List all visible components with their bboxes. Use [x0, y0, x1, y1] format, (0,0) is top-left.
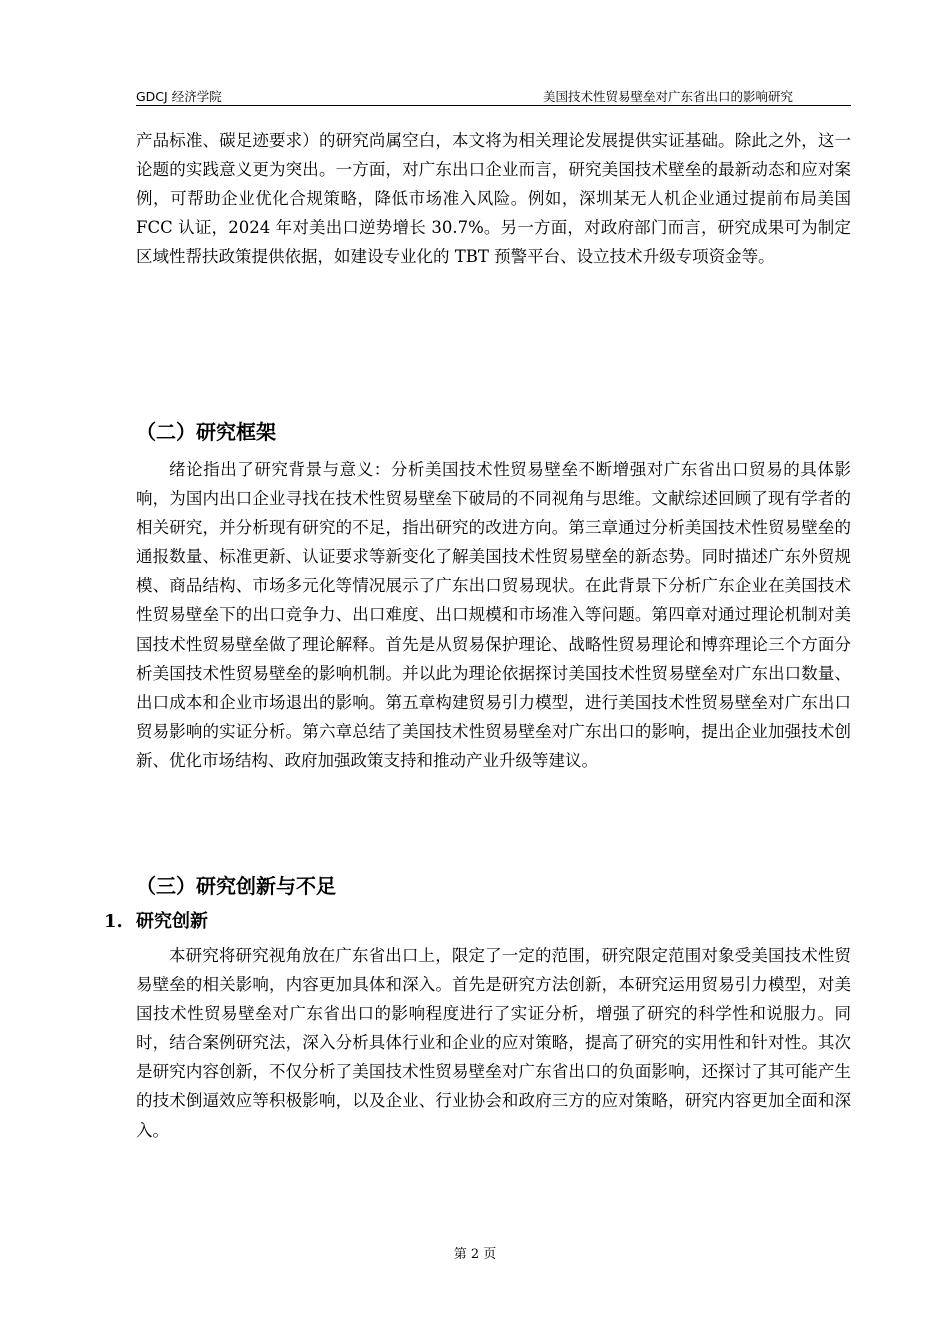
page-number: 第 2 页 [453, 1247, 497, 1262]
header-title: 美国技术性贸易壁垒对广东省出口的影响研究 [542, 89, 793, 104]
subsection-title: 研究创新 [136, 911, 208, 932]
innovation-paragraph: 本研究将研究视角放在广东省出口上，限定了一定的范围，研究限定范围对象受美国技术性贸易壁垒的相关影响，内容更加具体和深入。首先是研究方法创新，本研究运用贸易引力模型，对美国技术性贸易壁垒对广东省出口的影响程度进行了实证分析，增强了研究的科学性和说服力。同时，结合案例研究法，深入分析具体行业和企业的应对策略，提高了研究的实用性和针对性。其次是研究内容创新，不仅分析了美国技术性贸易壁垒对广东省出口的负面影响，还探讨了其可能产生的技术倒逼效应等积极影响，以及企业、行业协会和政府三方的应对策略，研究内容更加全面和深入。 [136, 946, 851, 1140]
header-institution: GDCJ 经济学院 [136, 89, 222, 104]
page-header [136, 88, 851, 106]
framework-paragraph: 绪论指出了研究背景与意义：分析美国技术性贸易壁垒不断增强对广东省出口贸易的具体影响，为国内出口企业寻找在技术性贸易壁垒下破局的不同视角与思维。文献综述回顾了现有学者的相关研究，并分析现有研究的不足，指出研究的改进方向。第三章通过分析美国技术性贸易壁垒的通报数量、标准更新、认证要求等新变化了解美国技术性贸易壁垒的新态势。同时描述广东外贸规模、商品结构、市场多元化等情况展示了广东出口贸易现状。在此背景下分析广东企业在美国技术性贸易壁垒下的出口竞争力、出口难度、出口规模和市场准入等问题。第四章对通过理论机制对美国技术性贸易壁垒做了理论解释。首先是从贸易保护理论、战略性贸易理论和博弈理论三个方面分析美国技术性贸易壁垒的影响机制。并以此为理论依据探讨美国技术性贸易壁垒对广东出口数量、出口成本和企业市场退出的影响。第五章构建贸易引力模型，进行美国技术性贸易壁垒对广东出口贸易影响的实证分析。第六章总结了美国技术性贸易壁垒对广东出口的影响，提出企业加强技术创新、优化市场结构、政府加强政策支持和推动产业升级等建议。 [136, 460, 851, 770]
intro-paragraph: 产品标准、碳足迹要求）的研究尚属空白，本文将为相关理论发展提供实证基础。除此之外，这一论题的实践意义更为突出。一方面，对广东出口企业而言，研究美国技术壁垒的最新动态和应对案例，可帮助企业优化合规策略，降低市场准入风险。例如，深圳某无人机企业通过提前布局美国 FCC 认证，2024 年对美出口逆势增长 30.7%。另一方面，对政府部门而言，研究成果可为制定区域性帮扶政策提供依据，如建设专业化的 TBT 预警平台、设立技术升级专项资金等。 [136, 131, 851, 267]
section-heading-framework: （二）研究框架 [136, 420, 276, 444]
subsection-heading-innovation [104, 910, 208, 934]
section-heading-innovation: （三）研究创新与不足 [136, 874, 336, 898]
subsection-number: 1. [104, 911, 123, 932]
